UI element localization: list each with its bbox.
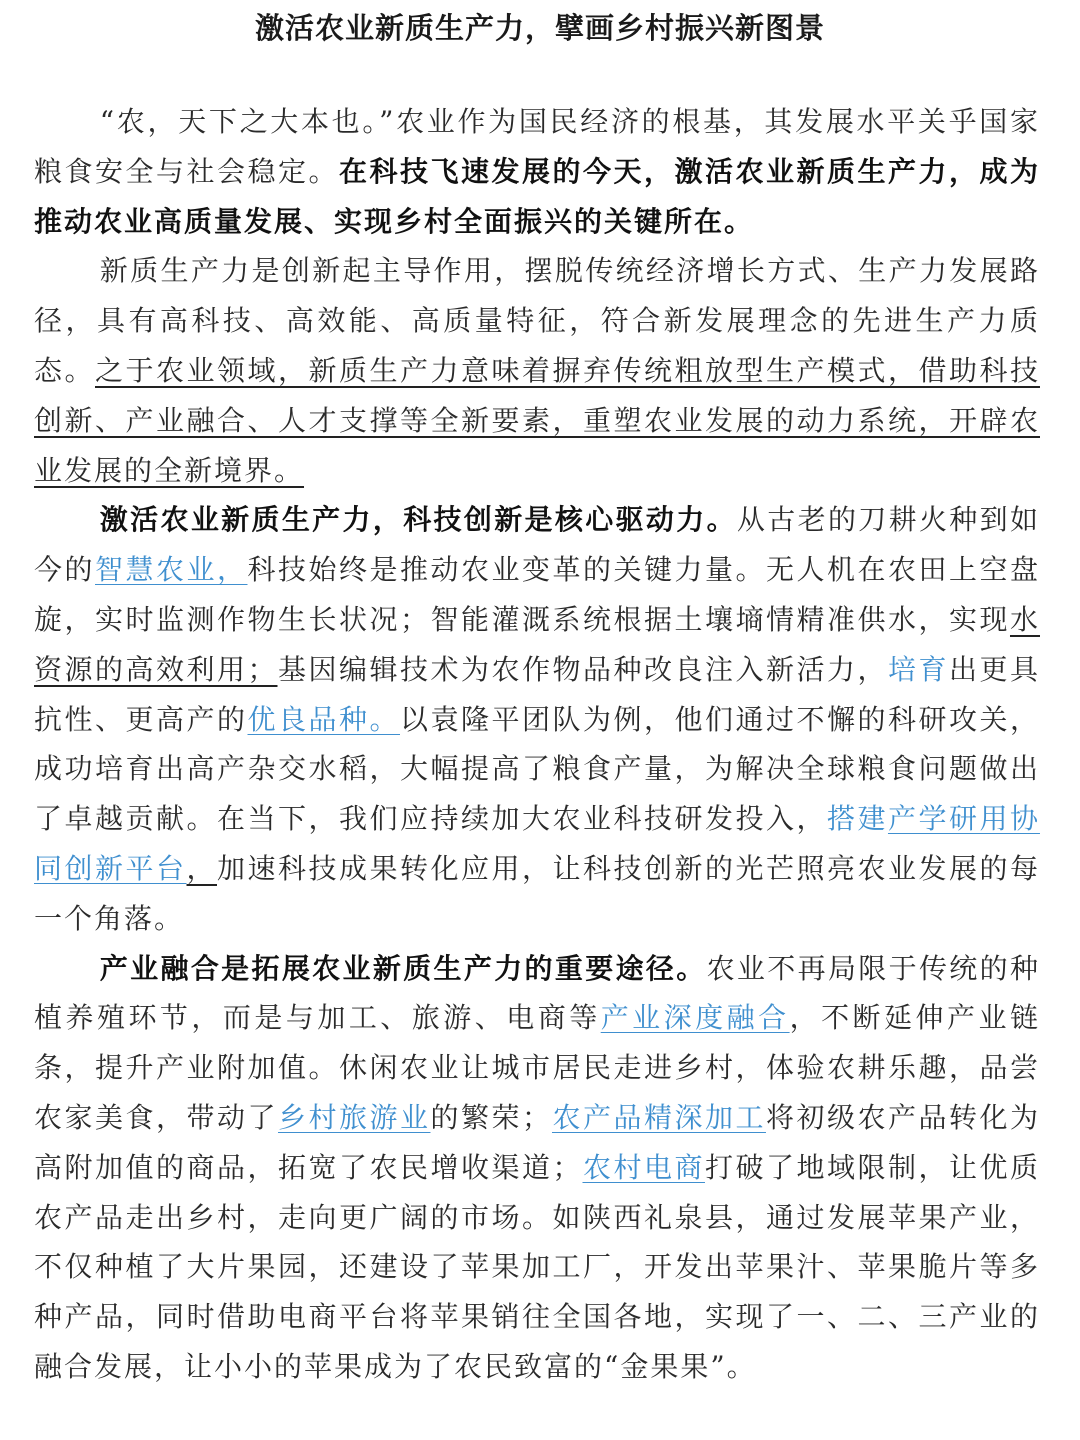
paragraph-1 [34, 97, 1040, 246]
paragraph-4-text-2: ，不断延伸产业链条，提升产业附加值。休闲农业让城市居民走进乡村，体验农耕乐趣，品尝农家美食，带动了 [34, 1001, 1040, 1134]
article-body [34, 97, 1040, 1392]
paragraph-4-bold-text: 产业融合是拓展农业新质生产力的重要途径。 [99, 951, 707, 985]
paragraph-4-text-1: 农业不再局限于传统的种植养殖环节，而是与加工、旅游、电商等 [34, 951, 1040, 1035]
link-industry-integration[interactable]: 产业深度融合 [600, 1001, 790, 1035]
link-deep-processing[interactable]: 农产品精深加工 [551, 1100, 766, 1134]
paragraph-4-text-4: 将初级农产品转化为高附加值的商品，拓宽了农民增收渠道； [34, 1100, 1040, 1184]
paragraph-3-text-2: 科技始终是推动农业变革的关键力量。无人机在农田上空盘旋，实时监测作物生长状况；智能灌溉系统根据土壤墒情精准供水，实现 [34, 553, 1040, 636]
paragraph-1-bold-text: 在科技飞速发展的今天，激活农业新质生产力，成为推动农业高质量发展、实现乡村全面振兴的关键所在。 [34, 154, 1040, 238]
paragraph-3-text-6: 加速科技成果转化应用，让科技创新的光芒照亮农业发展的每一个角落。 [34, 851, 1040, 935]
link-rural-ecommerce[interactable]: 农村电商 [582, 1150, 705, 1184]
link-rural-tourism[interactable]: 乡村旅游业 [277, 1100, 431, 1134]
paragraph-4-text-3: 的繁荣； [430, 1100, 552, 1134]
paragraph-1-text: “农，天下之大本也。”农业作为国民经济的根基，其发展水平关乎国家粮食安全与社会稳定。 [34, 105, 1040, 188]
paragraph-2-text: 新质生产力是创新起主导作用，摆脱传统经济增长方式、生产力发展路径，具有高科技、高效能、高质量特征，符合新发展理念的先进生产力质态。 [34, 254, 1040, 387]
paragraph-2 [34, 246, 1040, 495]
paragraph-3 [34, 495, 1040, 943]
paragraph-3-text-5: 以袁隆平团队为例，他们通过不懈的科研攻关，成功培育出高产杂交水稻，大幅提高了粮食产量，为解决全球粮食问题做出了卓越贡献。在当下，我们应持续加大农业科技研发投入， [34, 702, 1040, 836]
paragraph-4-text-5: 打破了地域限制，让优质农产品走出乡村，走向更广阔的市场。如陕西礼泉县，通过发展苹果产业，不仅种植了大片果园，还建设了苹果加工厂，开发出苹果汁、苹果脆片等多种产品，同时借助电商平台将苹果销往全国各地，实现了一、二、三产业的融合发展，让小小的苹果成为了农民致富的“金果果”。 [34, 1150, 1040, 1383]
underlined-water-efficiency: 水资源的高效利用； [34, 602, 1040, 686]
paragraph-3-text-4: 出更具抗性、更高产的 [34, 652, 1040, 736]
highlight-build: 搭建 [826, 802, 888, 836]
paragraph-3-bold-text: 激活农业新质生产力，科技创新是核心驱动力。 [99, 503, 737, 537]
link-smart-agriculture[interactable]: 智慧农业， [95, 553, 248, 587]
paragraph-2-underlined-text: 之于农业领域，新质生产力意味着摒弃传统粗放型生产模式，借助科技创新、产业融合、人才支撑等全新要素，重塑农业发展的动力系统，开辟农业发展的全新境界。 [34, 353, 1040, 487]
paragraph-4 [34, 944, 1040, 1392]
paragraph-3-text-1: 从古老的刀耕火种到如今的 [34, 503, 1040, 587]
article-title: 激活农业新质生产力，擘画乡村振兴新图景 [254, 11, 825, 45]
link-innovation-platform[interactable]: 产学研用协同创新平台 [34, 802, 1040, 885]
highlight-cultivate: 培育 [887, 652, 949, 686]
link-superior-varieties[interactable]: 优良品种。 [247, 702, 400, 736]
underlined-comma: ， [186, 851, 217, 885]
paragraph-3-text-3: 基因编辑技术为农作物品种改良注入新活力， [277, 652, 888, 686]
